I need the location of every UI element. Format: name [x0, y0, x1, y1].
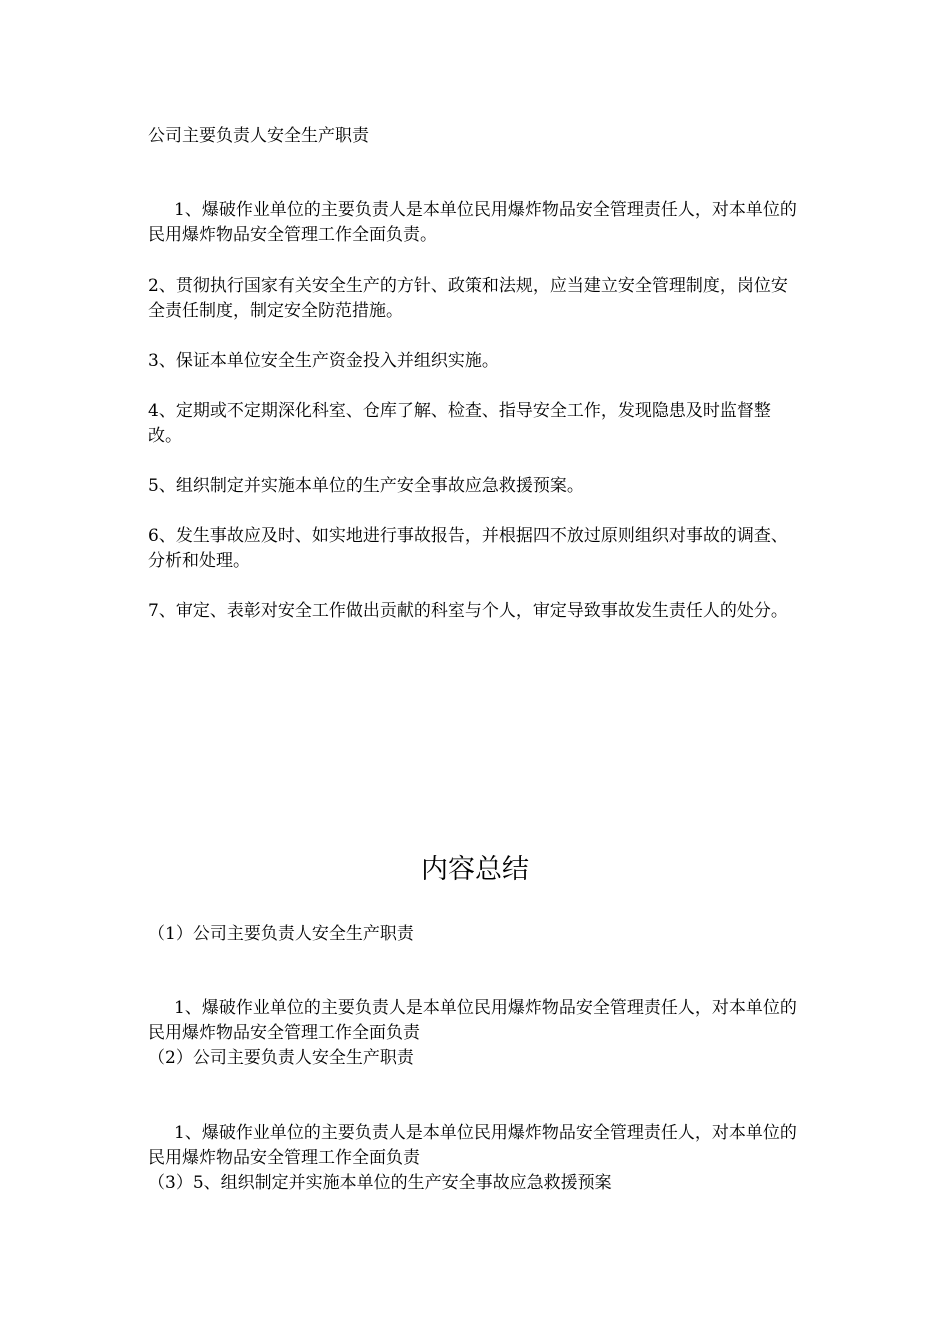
- summary-item-1-label: （1）公司主要负责人安全生产职责: [148, 924, 414, 944]
- document-title: 公司主要负责人安全生产职责: [148, 126, 369, 146]
- paragraph-6: 6、发生事故应及时、如实地进行事故报告，并根据四不放过原则组织对事故的调查、分析和处理。: [148, 526, 788, 571]
- paragraph-7: 7、审定、表彰对安全工作做出贡献的科室与个人，审定导致事故发生责任人的处分。: [148, 601, 788, 621]
- paragraph-2: 2、贯彻执行国家有关安全生产的方针、政策和法规，应当建立安全管理制度，岗位安全责任制度，制定安全防范措施。: [148, 276, 788, 321]
- summary-item-2-body: 1、爆破作业单位的主要负责人是本单位民用爆炸物品安全管理责任人，对本单位的民用爆炸物品安全管理工作全面负责: [148, 1123, 797, 1168]
- summary-item-3-label: （3）5、组织制定并实施本单位的生产安全事故应急救援预案: [148, 1173, 612, 1193]
- summary-heading: 内容总结: [421, 854, 529, 885]
- summary-item-1-body: 1、爆破作业单位的主要负责人是本单位民用爆炸物品安全管理责任人，对本单位的民用爆炸物品安全管理工作全面负责: [148, 998, 797, 1043]
- paragraph-5: 5、组织制定并实施本单位的生产安全事故应急救援预案。: [148, 476, 584, 496]
- summary-item-2-label: （2）公司主要负责人安全生产职责: [148, 1048, 414, 1068]
- paragraph-1: 1、爆破作业单位的主要负责人是本单位民用爆炸物品安全管理责任人，对本单位的民用爆炸物品安全管理工作全面负责。: [148, 200, 797, 245]
- paragraph-3: 3、保证本单位安全生产资金投入并组织实施。: [148, 351, 499, 371]
- paragraph-4: 4、定期或不定期深化科室、仓库了解、检查、指导安全工作，发现隐患及时监督整改。: [148, 401, 771, 446]
